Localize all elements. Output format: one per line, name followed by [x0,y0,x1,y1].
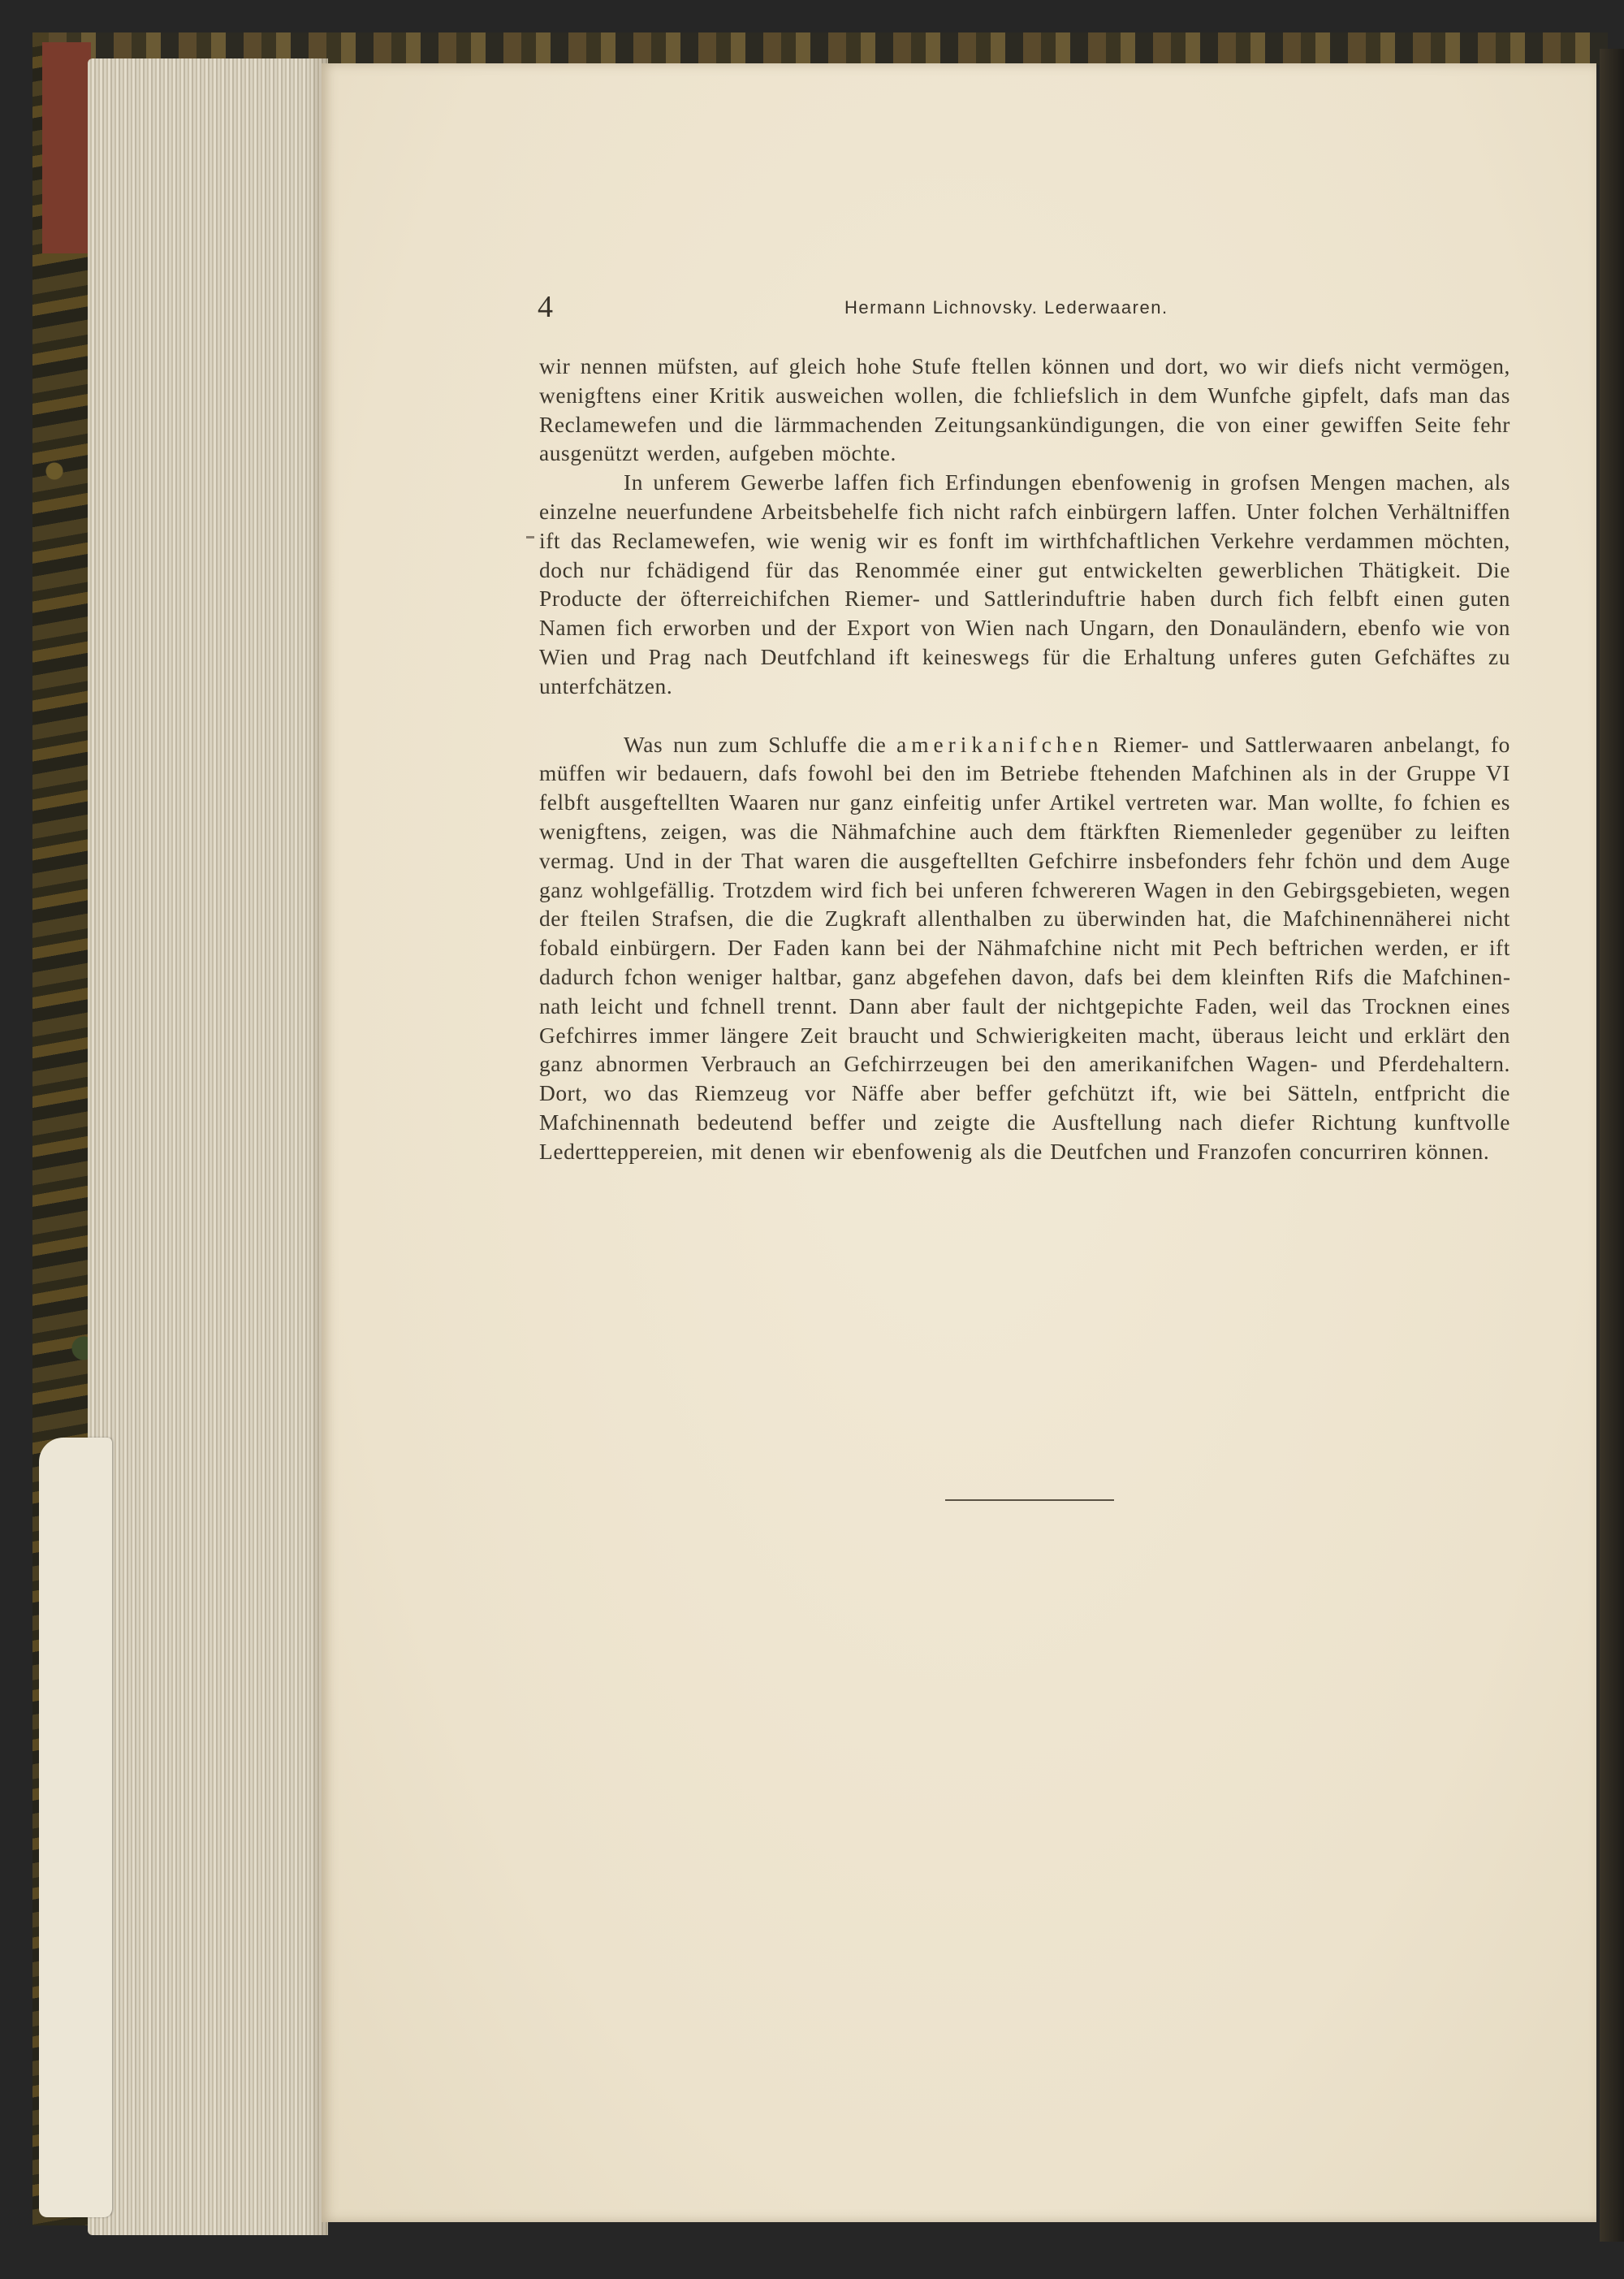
body-text [539,352,1510,1167]
running-head: Hermann Lichnovsky. Lederwaaren. [844,297,1168,318]
paragraph-reclame: In unferem Gewerbe laffen fich Erfindungen ebenfowenig in grofsen Mengen machen, als einzelne neuerfundene Arbeitsbehelfe fich nicht rafch einbürgern laffen. Unter folchen Verhältniffen ift das Reclamewefen, wie wenig wir es fonft im wirthfchaftlichen Verkehre verdammen möchten, doch nur fchädigend für das Renommée einer gut entwickelten gewerblichen Thätigkeit. Die Producte der öfterreichifchen Riemer- und Sattlerinduftrie haben durch fich felbft einen guten Namen fich erworben und der Export von Wien nach Ungarn, den Donauländern, ebenfo wie von Wien und Prag nach Deutfchland ift keineswegs für die Erhaltung unferes guten Gefchäftes zu unterfchätzen. [539,470,1510,698]
paragraph-american-rest: Riemer- und Sattlerwaaren anbelangt, fo müffen wir bedauern, dafs fowohl bei den im Betriebe ftehenden Mafchinen als in der Gruppe VI felbft ausgeftellten Waaren nur ganz einfeitig unfer Artikel vertreten war. Man wollte, fo fchien es wenigftens, zeigen, was die Nähmafchine auch dem ftärkften Riemenleder gegenüber zu leiften vermag. Und in der That waren die ausgeftellten Gefchirre insbefonders fehr fchön und dem Auge ganz wohlgefällig. Trotzdem wird fich bei unferen fchwereren Wagen in den Gebirgsgebieten, wegen der fteilen Strafsen, die die Zugkraft allenthalben zu überwinden hat, die Mafchinennäherei nicht fobald einbürgern. Der Faden kann bei der Nähmafchine nicht mit Pech beftrichen werden, er ift dadurch fchon weniger haltbar, ganz abgefehen davon, dafs bei dem kleinften Rifs die Mafchinennath leicht und fchnell trennt. Dann aber fault der nichtgepichte Faden, weil das Trocknen eines Gefchirres immer längere Zeit braucht und Schwierigkeiten macht, überaus leicht und erklärt den ganz abnormen Verbrauch an Gefchirrzeugen bei den amerikanifchen Wagen- und Pferdehaltern. Dort, wo das Riemzeug vor Näffe aber beffer gefchützt ift, wie bei Sätteln, entfpricht die Mafchinennath bedeutend beffer und zeigte die Ausftellung nach diefer Richtung kunftvolle Ledertteppereien, mit denen wir ebenfowenig als die Deutfchen und Franzofen concurriren können. [539,732,1510,1164]
page-block-edges [88,58,328,2235]
emphasis-amerikanischen: amerikanifchen [896,732,1104,757]
page-number: 4 [538,290,553,324]
paragraph-american-lead: Was nun zum Schluffe die [624,732,887,757]
book-page [322,63,1596,2222]
cover-right-edge [1600,49,1624,2242]
cover-spine-leather [42,42,91,253]
paragraph-continuation: wir nennen müfsten, auf gleich hohe Stufe ftellen können und dort, wo wir diefs nicht vermögen, wenigftens einer Kritik ausweichen wollen, die fchliefslich in dem Wunfche gipfelt, dafs man das Reclamewefen und die lärmmachenden Zeitungsankündigungen, die von einer gewiffen Seite fehr ausgenützt werden, aufgeben möchte. [539,354,1510,466]
page-header [538,289,1512,325]
section-end-rule [945,1499,1114,1501]
paper-tab-insert [39,1438,112,2217]
paragraph-american [539,731,1510,1167]
margin-dash-mark [526,536,534,538]
